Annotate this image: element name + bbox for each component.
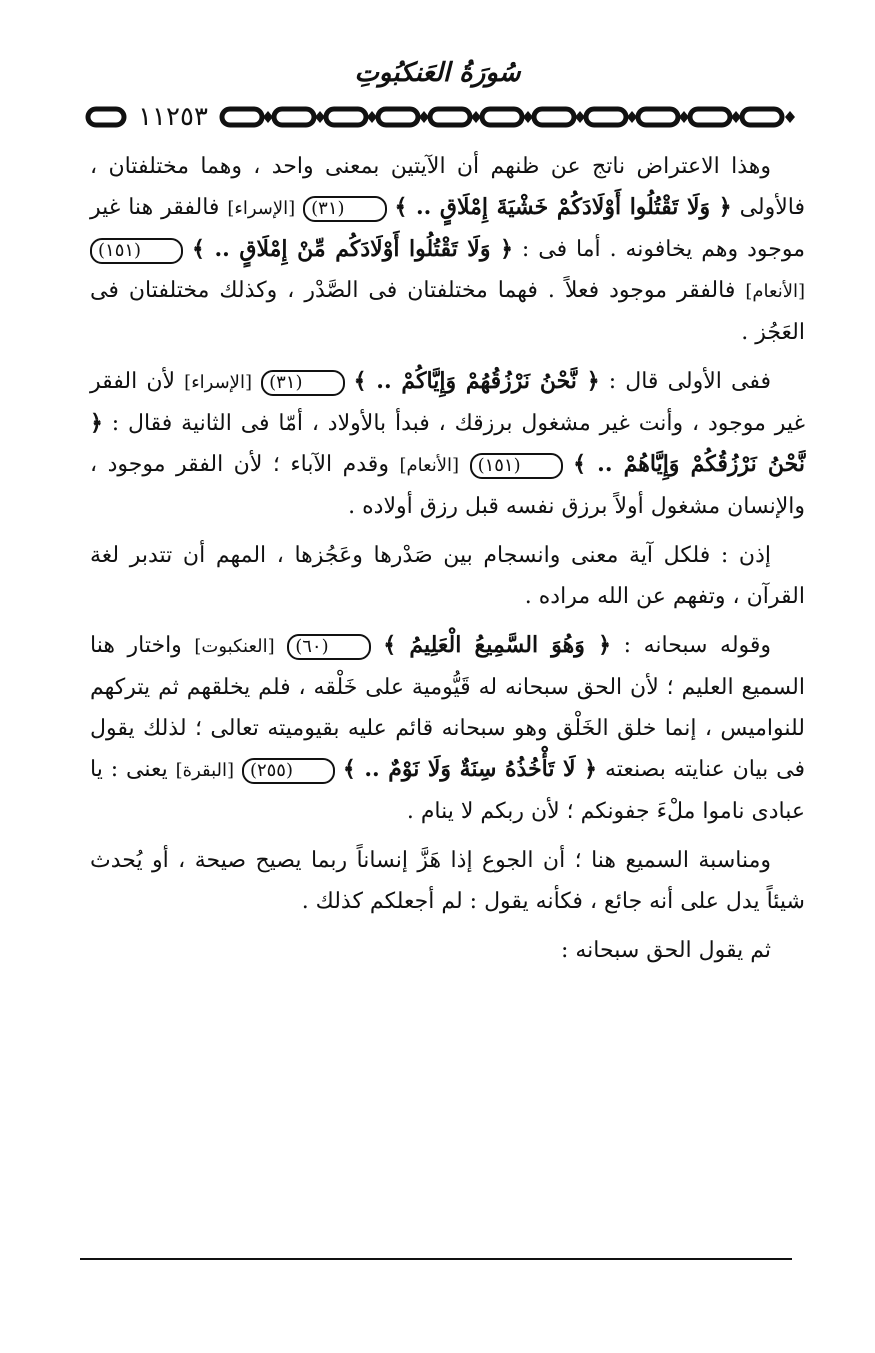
ayah-number: (٢٥٥) [242,758,335,784]
quran-verse: ﴿ وَلَا تَقْتُلُوا أَوْلَادَكُمْ خَشْيَةَ إِمْلَاقٍ .. ﴾ [394,194,732,220]
p5-text: ومناسبة السميع هنا ؛ أن الجوع إذا هَزَّ إنساناً ربما يصيح صيحة ، أو يُحدث شيئاً يدل على أنه جائع ، فكأنه يقول : لم أجعلكم كذلك . [90,848,805,914]
surah-reference: [الإسراء] [184,372,252,393]
page-number: ١١٢٥٣ [128,100,218,134]
footer-rule [80,1258,792,1260]
quran-verse: ﴿ وَهُوَ السَّمِيعُ الْعَلِيمُ ﴾ [383,632,612,658]
surah-reference: [الإسراء] [227,198,296,219]
paragraph-1 [90,146,805,353]
paragraph-3 [90,535,805,617]
ayah-number: (١٥١) [90,238,183,264]
p4-text-b: واختار هنا السميع العليم ؛ لأن الحق سبحانه له قَيُّومية على خَلْقه ، فلم يخلقهم ثم يتركهم للنواميس ، إنما خلق الخَلْق وهو سبحانه قائم عليه بقيوميته تعالى ؛ لذلك يقول فى بيان عنايته بصنعته [90,633,805,782]
p1-text-c: فالفقر موجود فعلاً . فهما مختلفتان فى الصَّدْر ، وكذلك مختلفتان فى العَجُز . [90,278,805,345]
p1-text-a: وهذا الاعتراض ناتج عن ظنهم أن الآيتين بمعنى واحد ، وهما مختلفتان ، فالأولى [90,154,806,220]
paragraph-5 [90,840,805,922]
quran-verse: ﴿ لَا تَأْخُذُهُ سِنَةٌ وَلَا نَوْمٌ .. ﴾ [342,756,598,782]
p3-text: إذن : فلكل آية معنى وانسجام بين صَدْرها وعَجُزها ، المهم أن تتدبر لغة القرآن ، وتفهم عن الله مراده . [90,543,805,609]
page-body [90,146,805,979]
p2-text-c: وقدم الآباء ؛ لأن الفقر موجود ، والإنسان مشغول أولاً برزق نفسه قبل رزق أولاده . [90,452,805,519]
quran-verse: ﴿ نَّحْنُ نَرْزُقُكُمْ وَإِيَّاهُمْ .. ﴾ [90,410,805,477]
ayah-number: (٦٠) [287,634,370,660]
paragraph-6 [90,930,805,971]
quran-verse: ﴿ وَلَا تَقْتُلُوا أَوْلَادَكُم مِّنْ إِمْلَاقٍ .. ﴾ [192,236,513,262]
surah-reference: [البقرة] [175,760,235,781]
surah-title: سُورَةُ العَنكبُوتِ [354,58,521,88]
ayah-number: (١٥١) [470,453,563,479]
paragraph-4 [90,625,805,832]
surah-reference: [الأنعام] [745,281,805,302]
p1-text-b: فالفقر هنا غير موجود وهم يخافونه . أما فى : [90,195,805,262]
p2-text-b: لأن الفقر غير موجود ، وأنت غير مشغول برزقك ، فبدأ بالأولاد ، أمّا فى الثانية فقال : [90,369,805,436]
p2-text-a: ففى الأولى قال : [608,369,771,394]
surah-reference: [العنكبوت] [194,636,275,657]
paragraph-2 [90,361,805,527]
ayah-number: (٣١) [303,196,386,222]
quran-verse: ﴿ نَّحْنُ نَرْزُقُهُمْ وَإِيَّاكُمْ .. ﴾ [353,368,600,394]
p4-text-a: وقوله سبحانه : [623,633,772,658]
p4-text-c: يعنى : يا عبادى ناموا ملْءَ جفونكم ؛ لأن ربكم لا ينام . [90,757,805,824]
surah-reference: [الأنعام] [399,455,460,476]
ayah-number: (٣١) [261,370,344,396]
p6-text: ثم يقول الحق سبحانه : [560,938,771,963]
